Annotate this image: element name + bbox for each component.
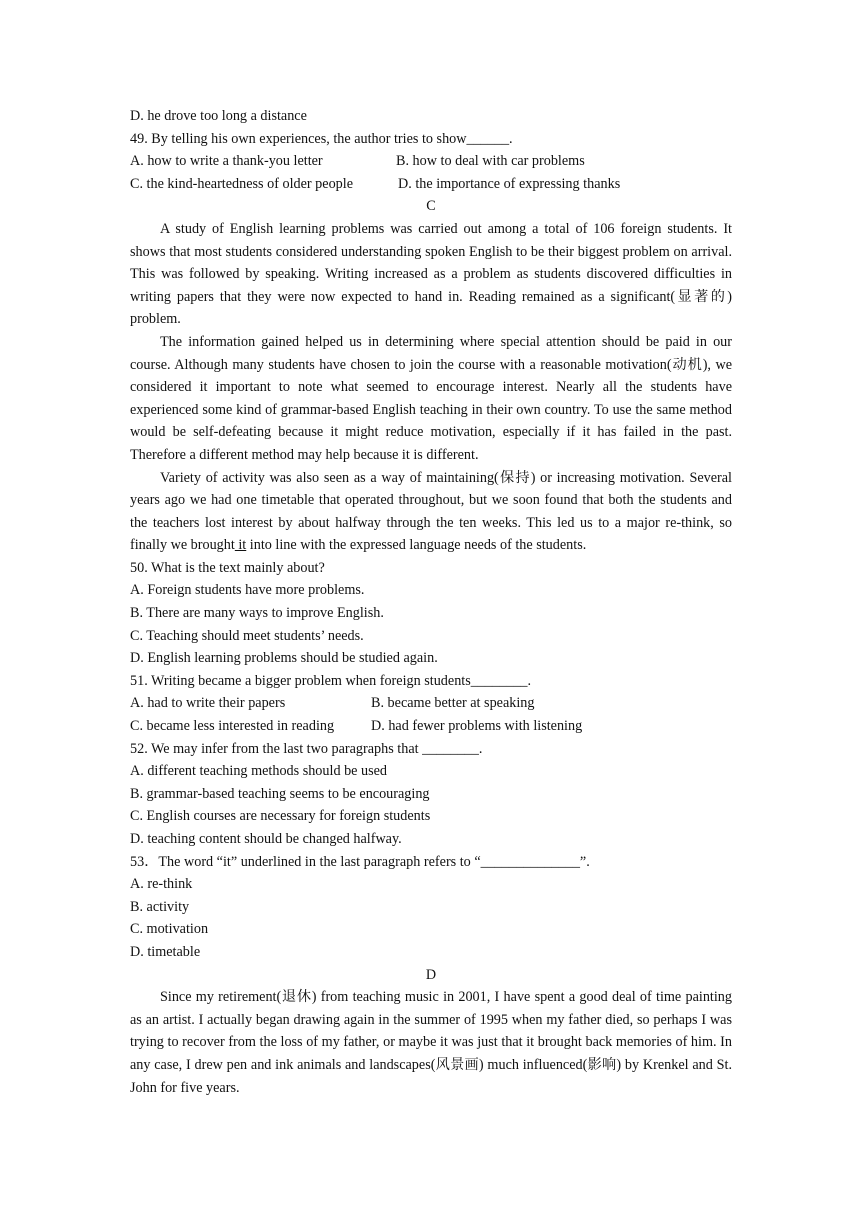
- section-c-heading: C: [426, 198, 436, 215]
- q51-option-d: D. had fewer problems with listening: [371, 718, 583, 735]
- q49-option-d: D. the importance of expressing thanks: [398, 175, 621, 192]
- section-d-heading: D: [425, 966, 437, 983]
- q53-option-c: C. motivation: [130, 921, 209, 938]
- q50-option-c: C. Teaching should meet students’ needs.: [130, 627, 364, 644]
- underlined-it: it: [234, 537, 247, 554]
- q53-option-a: A. re-think: [130, 876, 193, 893]
- q49-options-row-2: [130, 173, 732, 196]
- q52-question: 52. We may infer from the last two paragraphs that ________.: [130, 740, 483, 757]
- exam-page: [130, 105, 732, 1099]
- section-c-paragraph-1: A study of English learning problems was carried out among a total of 106 foreign students. It shows that most students considered understanding spoken English to be their biggest problem on arrival. This was followed by speaking. Writing increased as a problem as students discovered difficulties in writing papers that they were now expected to hand in. Reading remained as a significant(显著的) problem.: [130, 220, 732, 328]
- q49-option-a: A. how to write a thank-you letter: [130, 153, 323, 170]
- q51-option-c: C. became less interested in reading: [130, 718, 335, 735]
- q49-options-row-1: [130, 150, 732, 173]
- q50-option-d: D. English learning problems should be studied again.: [130, 650, 438, 667]
- q51-question: 51. Writing became a bigger problem when foreign students________.: [130, 672, 532, 689]
- q49-question: 49. By telling his own experiences, the author tries to show______.: [130, 130, 513, 147]
- paragraph-3-end: into line with the expressed language needs of the students.: [246, 537, 587, 554]
- q50-option-a: A. Foreign students have more problems.: [130, 582, 365, 599]
- section-c-paragraph-2: The information gained helped us in determining where special attention should be paid in our course. Although many students have chosen to join the course with a reasonable motivation(动机), we considered it important to note what seemed to encourage interest. Nearly all the students have experienced some kind of grammar-based English teaching in their own country. To use the same method would be self-defeating because it might reduce motivation, especially if it has failed in the past. Therefore a different method may help because it is different.: [130, 333, 732, 463]
- q51-options-row-2: [130, 715, 732, 738]
- q53-option-d: D. timetable: [130, 943, 201, 960]
- q53-question: 53．The word “it” underlined in the last paragraph refers to “______________”.: [130, 853, 590, 870]
- q50-question: 50. What is the text mainly about?: [130, 559, 325, 576]
- q49-option-c: C. the kind-heartedness of older people: [130, 175, 353, 192]
- section-c-paragraph-3: [130, 467, 732, 557]
- section-d-paragraph: Since my retirement(退休) from teaching music in 2001, I have spent a good deal of time painting as an artist. I actually began drawing again in the summer of 1995 when my father died, so perhaps I was trying to recover from the loss of my father, or maybe it was just that it brought back memories of him. In any case, I drew pen and ink animals and landscapes(风景画) much influenced(影响) by Krenkel and St. John for five years.: [130, 989, 732, 1096]
- q49-option-b: B. how to deal with car problems: [396, 153, 585, 170]
- q51-options-row-1: [130, 692, 732, 715]
- q50-option-b: B. There are many ways to improve English.: [130, 605, 384, 622]
- q52-option-d: D. teaching content should be changed halfway.: [130, 831, 402, 847]
- paragraph-3-text: Variety of activity was also seen as a way of maintaining(保持) or increasing motivation. Several years ago we had one timetable that operated throughout, but we soon found that both the students and the teachers lost interest by about halfway through the ten weeks. This led us to a major re-think, so finally we brought: [130, 469, 732, 554]
- q53-option-b: B. activity: [130, 898, 190, 915]
- q52-option-b: B. grammar-based teaching seems to be encouraging: [130, 785, 430, 802]
- q52-option-a: A. different teaching methods should be used: [130, 763, 388, 780]
- q51-option-b: B. became better at speaking: [371, 695, 535, 712]
- q48-option-d: D. he drove too long a distance: [130, 108, 307, 124]
- q52-option-c: C. English courses are necessary for foreign students: [130, 808, 431, 825]
- q51-option-a: A. had to write their papers: [130, 695, 286, 712]
